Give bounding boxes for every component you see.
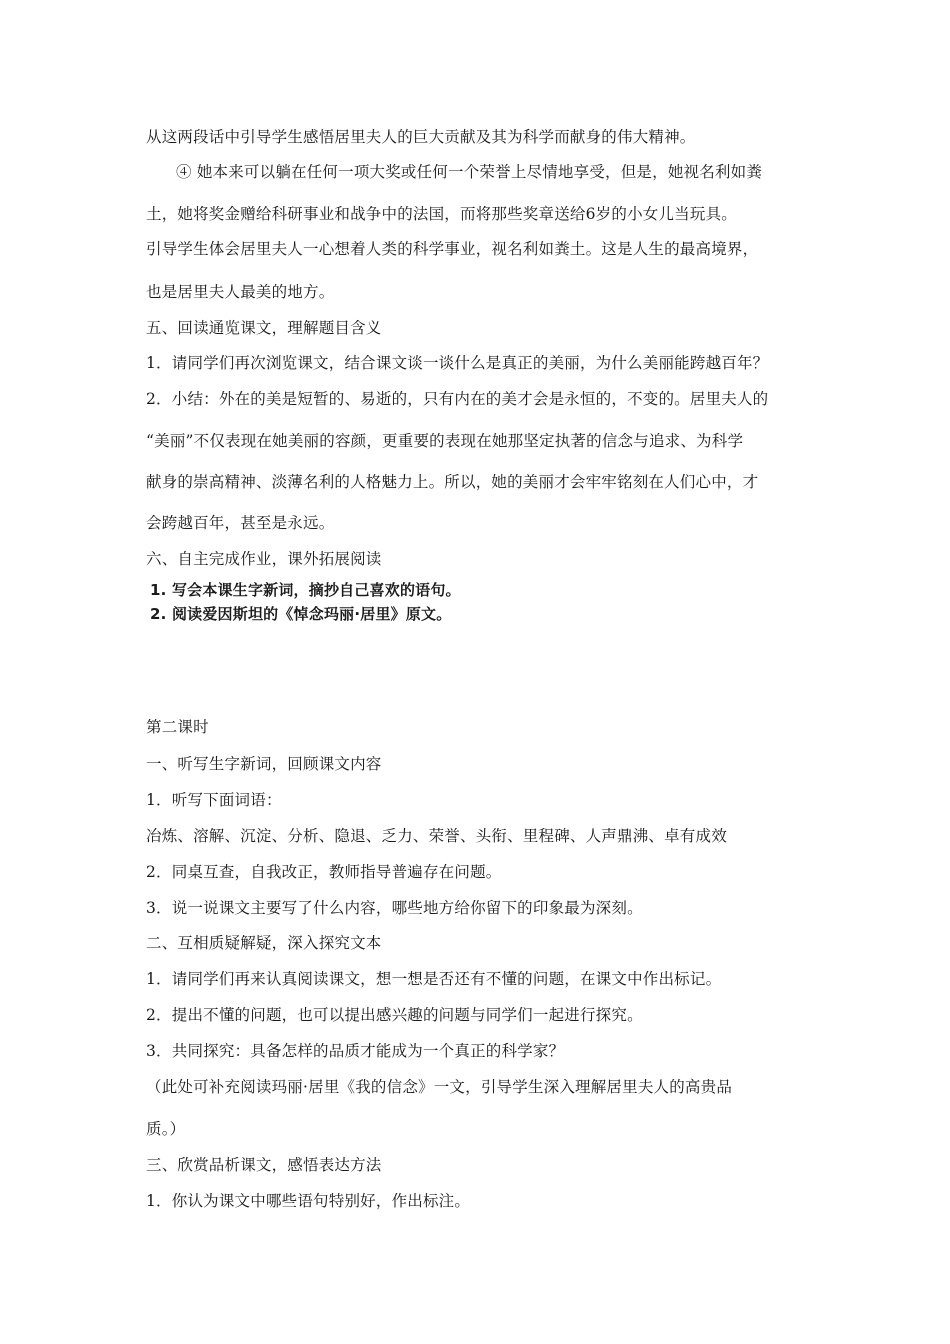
paragraph-line: ④ 她本来可以躺在任何一项大奖或任何一个荣誉上尽情地享受，但是，她视名利如粪 [176,163,763,181]
paragraph-line: 1．请同学们再来认真阅读课文，想一想是否还有不懂的问题，在课文中作出标记。 [146,970,722,988]
lesson-title: 第二课时 [146,718,209,736]
paragraph-line: 2．小结：外在的美是短暂的、易逝的，只有内在的美才会是永恒的，不变的。居里夫人的 [146,390,769,408]
paragraph-line: 1．你认为课文中哪些语句特别好，作出标注。 [146,1192,471,1210]
paragraph-line: 引导学生体会居里夫人一心想着人类的科学事业，视名利如粪土。这是人生的最高境界， [146,240,759,258]
paragraph-line: 土，她将奖金赠给科研事业和战争中的法国，而将那些奖章送给6岁的小女儿当玩具。 [146,205,737,223]
paragraph-line: 1．听写下面词语： [146,791,282,809]
section-heading: 三、欣赏品析课文，感悟表达方法 [146,1156,382,1174]
paragraph-line: 献身的崇高精神、淡薄名利的人格魅力上。所以，她的美丽才会牢牢铭刻在人们心中，才 [146,473,759,491]
section-heading: 一、听写生字新词，回顾课文内容 [146,755,382,773]
vocabulary-list: 冶炼、溶解、沉淀、分析、隐退、乏力、荣誉、头衔、里程碑、人声鼎沸、卓有成效 [146,827,727,845]
paragraph-line: 2．同桌互查，自我改正，教师指导普遍存在问题。 [146,863,502,881]
paragraph-line: “美丽”不仅表现在她美丽的容颜，更重要的表现在她那坚定执著的信念与追求、为科学 [146,432,744,450]
section-heading: 六、自主完成作业，课外拓展阅读 [146,550,382,568]
paragraph-line: 1．请同学们再次浏览课文，结合课文谈一谈什么是真正的美丽，为什么美丽能跨越百年？ [146,354,769,372]
paragraph-line: 2．提出不懂的问题，也可以提出感兴趣的问题与同学们一起进行探究。 [146,1006,643,1024]
paragraph-line: 会跨越百年，甚至是永远。 [146,514,335,532]
section-heading: 二、互相质疑解疑，深入探究文本 [146,934,382,952]
paragraph-line: 3．共同探究：具备怎样的品质才能成为一个真正的科学家？ [146,1042,565,1060]
paragraph-line: 也是居里夫人最美的地方。 [146,283,335,301]
homework-item: 1. 写会本课生字新词，摘抄自己喜欢的语句。 [150,581,461,599]
paragraph-line: 从这两段话中引导学生感悟居里夫人的巨大贡献及其为科学而献身的伟大精神。 [146,128,696,146]
paragraph-line: （此处可补充阅读玛丽·居里《我的信念》一文，引导学生深入理解居里夫人的高贵品 [146,1078,733,1096]
section-heading: 五、回读通览课文，理解题目含义 [146,319,382,337]
paragraph-line: 质。） [146,1120,186,1138]
paragraph-line: 3．说一说课文主要写了什么内容，哪些地方给你留下的印象最为深刻。 [146,899,643,917]
homework-item: 2. 阅读爱因斯坦的《悼念玛丽·居里》原文。 [150,605,452,623]
